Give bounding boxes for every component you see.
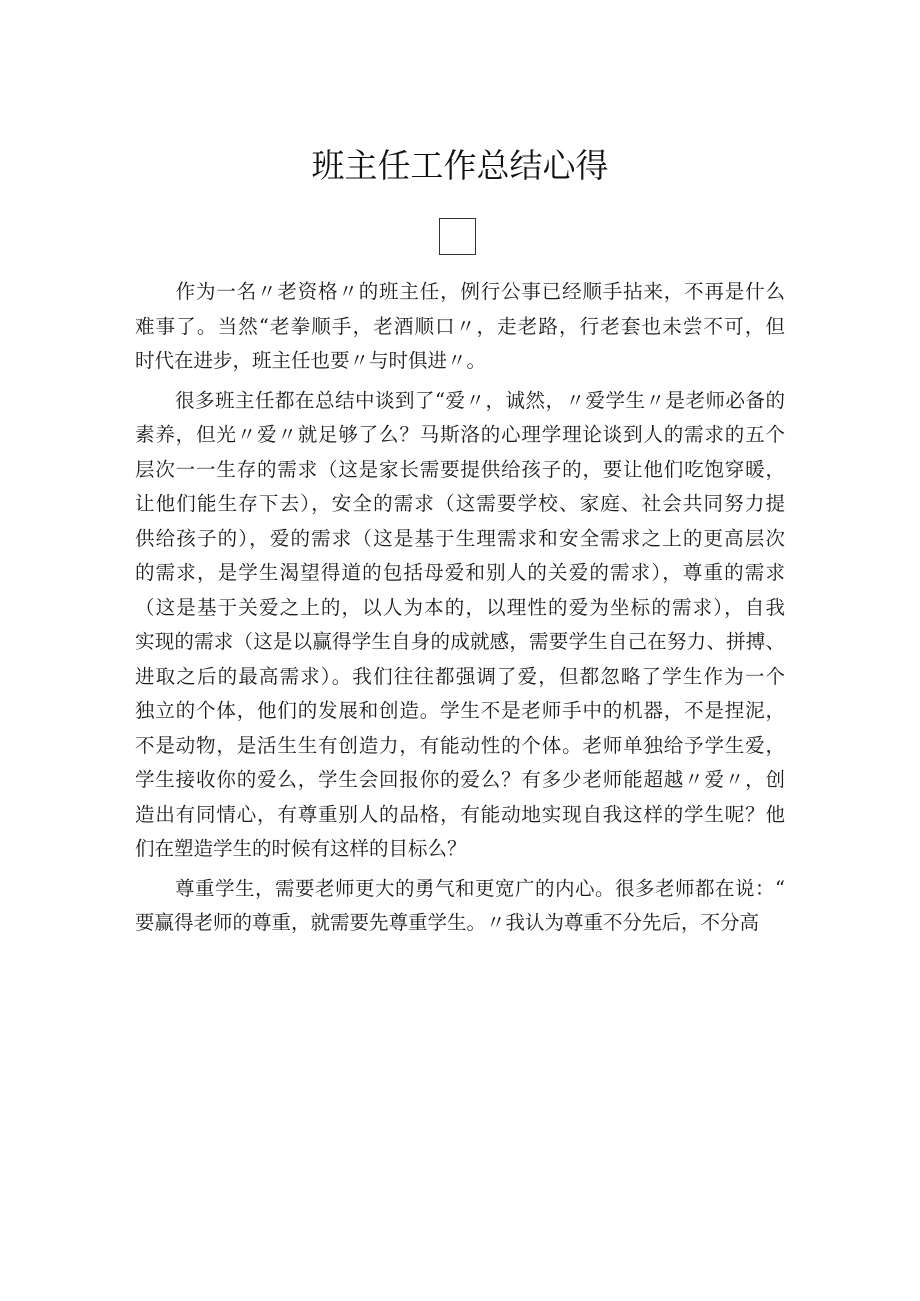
paragraph-line: 们在塑造学生的时候有这样的目标么？ bbox=[135, 837, 467, 860]
paragraph-line: 尊重学生，需要老师更大的勇气和更宽广的内心。很多老师都在说：“ bbox=[135, 876, 785, 900]
image-placeholder-box bbox=[439, 218, 476, 255]
paragraph-line: 要赢得老师的尊重，就需要先尊重学生。〃我认为尊重不分先后，不分高 bbox=[135, 911, 760, 934]
paragraph-line: 不是动物，是活生生有创造力，有能动性的个体。老师单独给予学生爱， bbox=[135, 733, 785, 757]
paragraph bbox=[135, 275, 785, 379]
paragraph-line: 的需求，是学生渴望得道的包括母爱和别人的关爱的需求），尊重的需求 bbox=[135, 561, 785, 584]
paragraph-line: 学生接收你的爱么，学生会回报你的爱么？有多少老师能超越〃爱〃，创 bbox=[135, 768, 785, 791]
document-title: 班主任工作总结心得 bbox=[311, 146, 609, 185]
paragraph bbox=[135, 384, 785, 867]
paragraph-line: （这是基于关爱之上的，以人为本的，以理性的爱为坐标的需求），自我 bbox=[135, 595, 785, 619]
paragraph-line: 供给孩子的），爱的需求（这是基于生理需求和安全需求之上的更高层次 bbox=[135, 526, 785, 550]
paragraph-line: 时代在进步，班主任也要〃与时俱进〃。 bbox=[135, 349, 487, 372]
paragraph-line: 很多班主任都在总结中谈到了“爱〃，诚然，〃爱学生〃是老师必备的 bbox=[135, 388, 785, 412]
document-body bbox=[135, 275, 785, 946]
paragraph-line: 造出有同情心，有尊重别人的品格，有能动地实现自我这样的学生呢？他 bbox=[135, 802, 785, 826]
paragraph-line: 难事了。当然“老拳顺手，老酒顺口〃，走老路，行老套也未尝不可，但 bbox=[135, 314, 785, 338]
paragraph-line: 进取之后的最高需求）。我们往往都强调了爱，但都忽略了学生作为一个 bbox=[135, 664, 785, 688]
paragraph-line: 层次一一生存的需求（这是家长需要提供给孩子的，要让他们吃饱穿暖， bbox=[135, 457, 785, 481]
paragraph-line: 素养，但光〃爱〃就足够了么？马斯洛的心理学理论谈到人的需求的五个 bbox=[135, 423, 785, 446]
paragraph-line: 作为一名〃老资格〃的班主任，例行公事已经顺手拈来，不再是什么 bbox=[135, 280, 785, 303]
paragraph-line: 让他们能生存下去），安全的需求（这需要学校、家庭、社会共同努力提 bbox=[135, 492, 785, 515]
paragraph-line: 独立的个体，他们的发展和创造。学生不是老师手中的机器，不是捏泥， bbox=[135, 699, 785, 722]
paragraph bbox=[135, 872, 785, 941]
paragraph-line: 实现的需求（这是以赢得学生自身的成就感，需要学生自己在努力、拼搏、 bbox=[135, 630, 785, 653]
